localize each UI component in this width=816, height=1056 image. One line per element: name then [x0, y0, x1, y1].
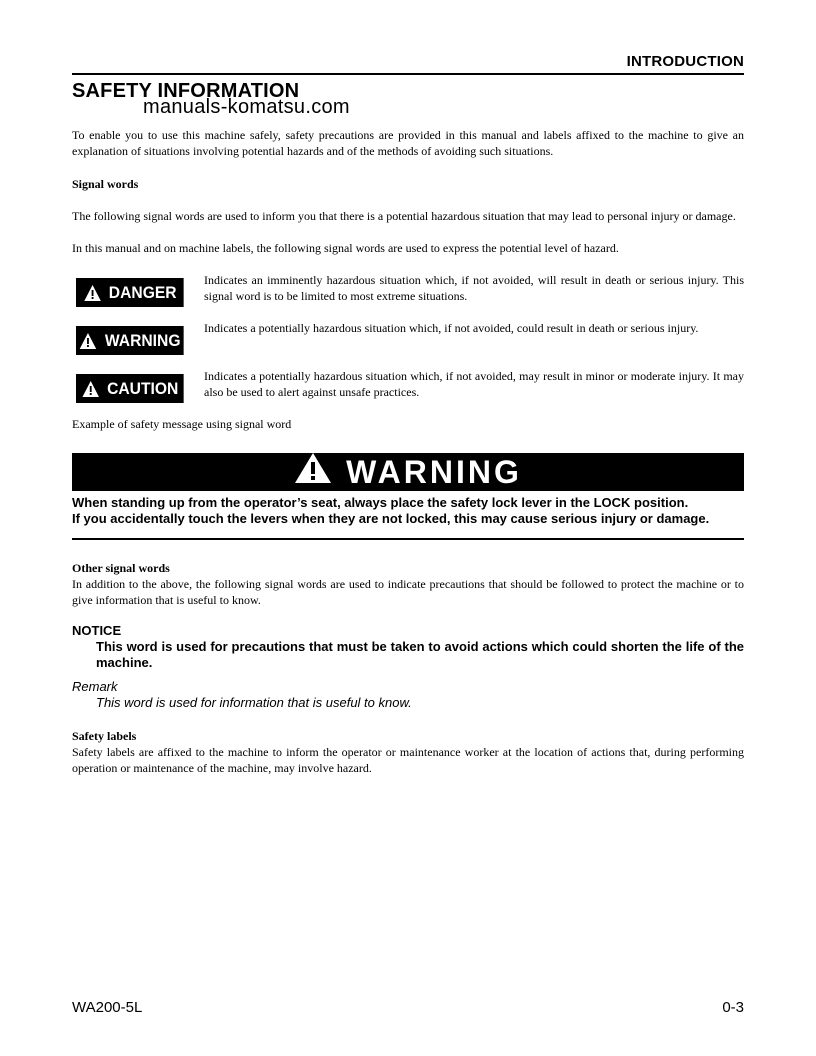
warning-bottom-rule [72, 538, 744, 540]
caution-label: CAUTION [107, 378, 179, 398]
section-title: SAFETY INFORMATION [72, 80, 300, 102]
remark-label: Remark [72, 679, 118, 694]
watermark: manuals-komatsu.com [143, 96, 350, 118]
warning-banner-label: WARNING [346, 453, 522, 490]
remark-text: This word is used for information that is useful to know. [96, 695, 412, 710]
warning-triangle-icon [79, 332, 97, 350]
intro-paragraph: To enable you to use this machine safely, safety precautions are provided in this manual and labels affixed to the machine to give an explanation of situations involving potential hazards and of the methods of avoiding such situations. [72, 128, 744, 158]
warning-label: WARNING [104, 330, 181, 350]
other-signal-words-heading: Other signal words [72, 561, 170, 575]
caution-badge [76, 374, 184, 403]
warning-description: Indicates a potentially hazardous situation which, if not avoided, could result in death or serious injury. [204, 321, 699, 335]
safety-labels-heading: Safety labels [72, 729, 137, 743]
notice-label: NOTICE [72, 623, 122, 638]
danger-badge [76, 278, 184, 307]
footer-page-number: 0-3 [722, 999, 744, 1016]
warning-triangle-icon [294, 452, 332, 492]
warning-triangle-icon [83, 284, 101, 302]
warning-line2: If you accidentally touch the levers when they are not locked, this may cause serious injury or damage. [72, 511, 710, 526]
chapter-header: INTRODUCTION [626, 53, 744, 70]
warning-triangle-icon [81, 380, 99, 398]
safety-labels-text: Safety labels are affixed to the machine to inform the operator or maintenance worker at the location of actions that, during performing operation or maintenance of the machine, may involve hazard. [72, 745, 744, 775]
signal-words-para2: In this manual and on machine labels, the following signal words are used to express the potential level of hazard. [72, 241, 619, 255]
signal-words-heading: Signal words [72, 177, 139, 191]
danger-label: DANGER [108, 282, 177, 302]
header-rule [72, 73, 744, 75]
warning-line1: When standing up from the operator’s seat, always place the safety lock lever in the LOCK position. [72, 495, 689, 510]
footer-model: WA200-5L [72, 999, 143, 1016]
warning-badge [76, 326, 184, 355]
notice-text: This word is used for precautions that must be taken to avoid actions which could shorten the life of the machine. [96, 639, 744, 670]
warning-banner [72, 453, 744, 491]
other-signal-words-text: In addition to the above, the following signal words are used to indicate precautions that should be followed to protect the machine or to give information that is useful to know. [72, 577, 744, 607]
danger-description: Indicates an imminently hazardous situation which, if not avoided, will result in death or serious injury. This signal word is to be limited to most extreme situations. [204, 273, 744, 303]
signal-words-para1: The following signal words are used to inform you that there is a potential hazardous situation that may lead to personal injury or damage. [72, 209, 736, 223]
example-caption: Example of safety message using signal word [72, 417, 292, 431]
caution-description: Indicates a potentially hazardous situation which, if not avoided, may result in minor or moderate injury. It may also be used to alert against unsafe practices. [204, 369, 744, 399]
